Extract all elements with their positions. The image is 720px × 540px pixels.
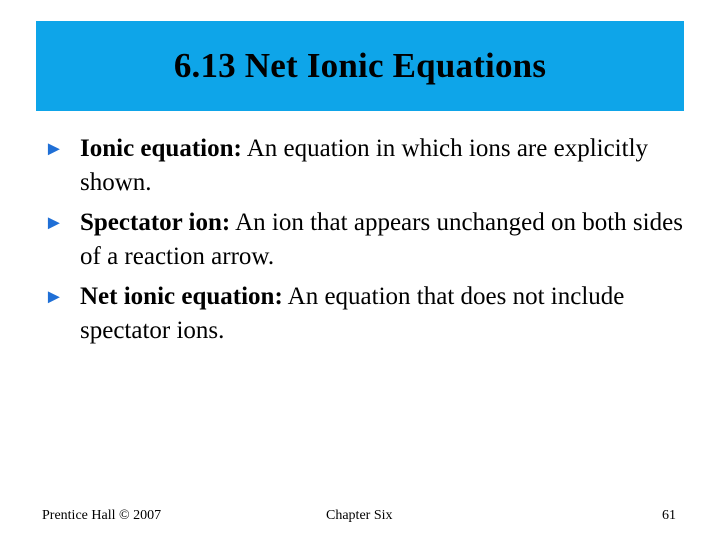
bullet-definition: An ion that appears unchanged on both sides of a reaction arrow. [80, 209, 683, 270]
bullet-definition: An equation in which ions are explicitly shown. [80, 135, 649, 196]
footer-copyright: Prentice Hall © 2007 [42, 508, 162, 523]
bullet-definition: An equation that does not include spectator ions. [80, 283, 625, 344]
bullet-term: Spectator ion: [80, 209, 231, 236]
bullet-item-ionic-equation [44, 132, 684, 200]
right-pointing-triangle-icon: ► [44, 212, 64, 234]
slide-title: 6.13 Net Ionic Equations [173, 46, 547, 85]
right-pointing-triangle-icon: ► [44, 286, 64, 308]
bullet-list [44, 132, 684, 354]
bullet-item-spectator-ion [44, 206, 684, 274]
title-bar [36, 21, 684, 111]
footer-page-number: 61 [662, 508, 676, 523]
right-pointing-triangle-icon: ► [44, 138, 64, 160]
bullet-item-net-ionic-equation [44, 280, 684, 348]
footer-chapter: Chapter Six [326, 508, 393, 523]
bullet-term: Net ionic equation: [80, 283, 283, 310]
bullet-term: Ionic equation: [80, 135, 242, 162]
